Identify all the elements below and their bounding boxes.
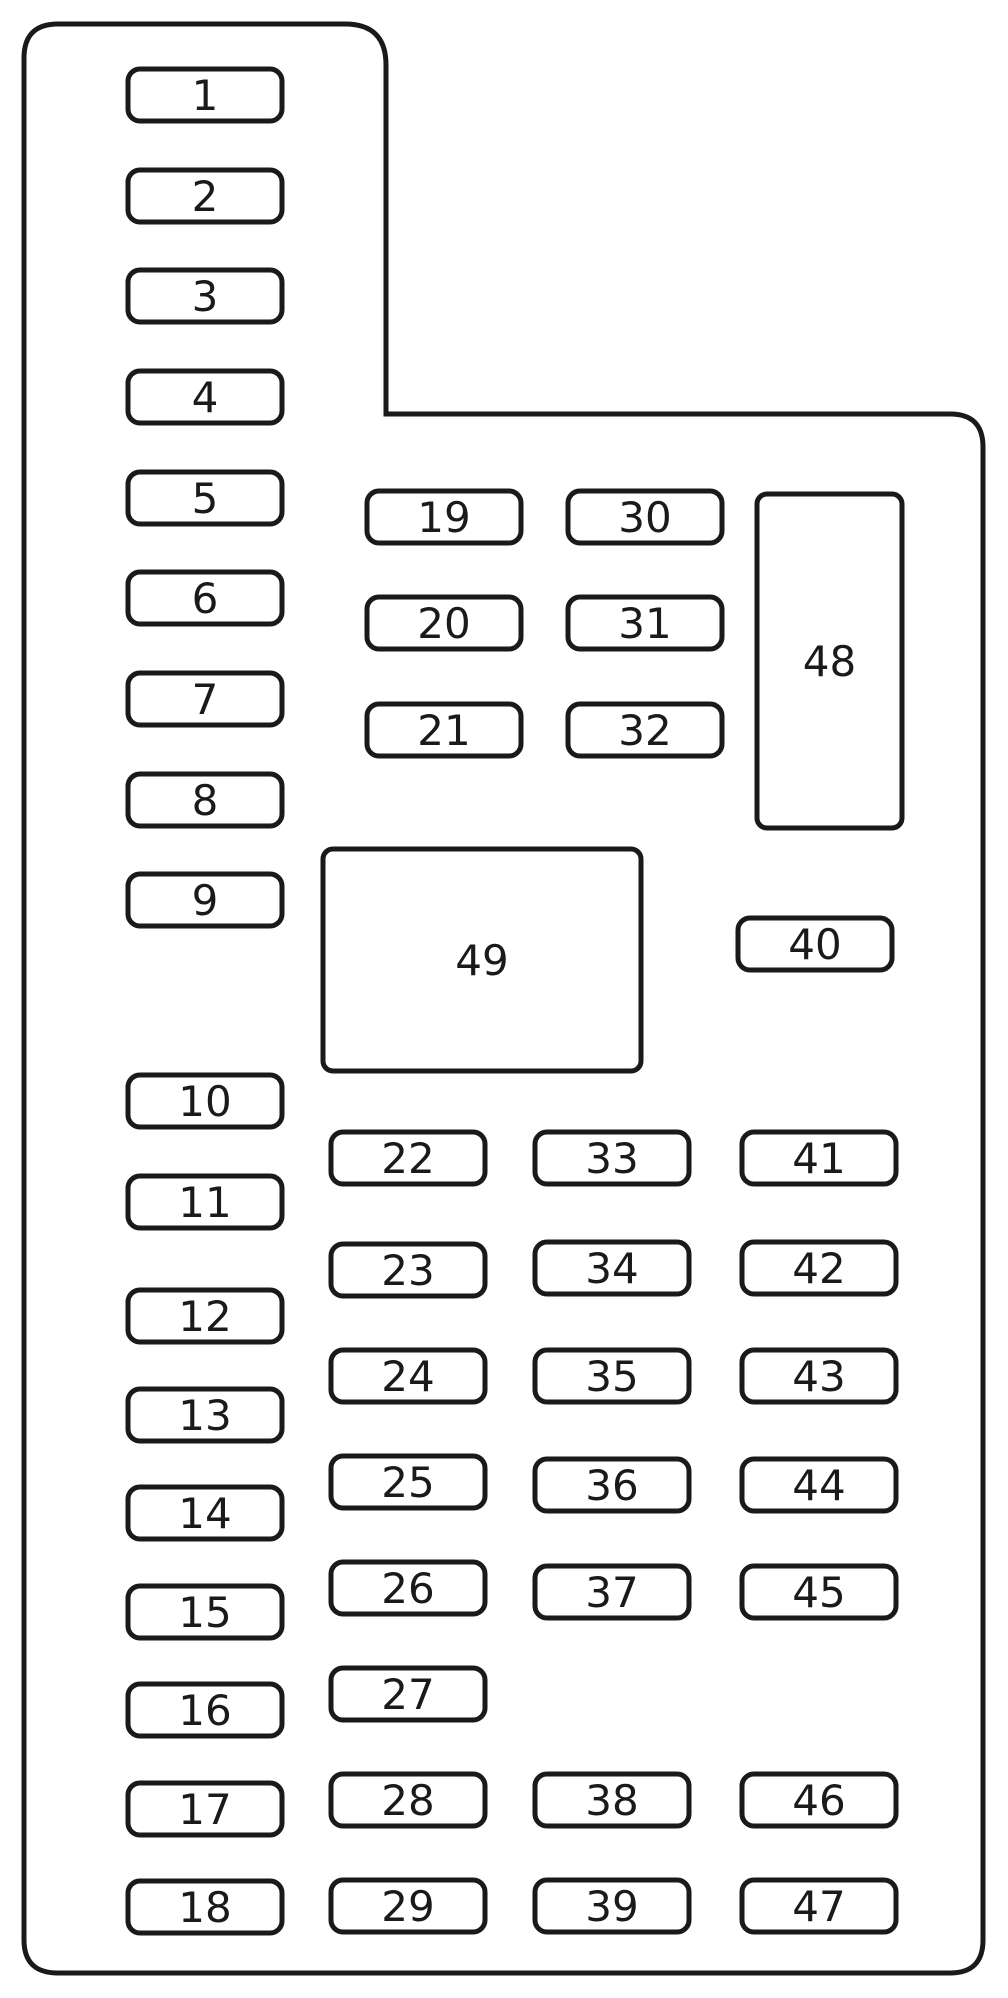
fuse-45 bbox=[742, 1566, 896, 1618]
fuse-15 bbox=[128, 1586, 282, 1638]
fuse-label-46: 46 bbox=[792, 1776, 846, 1825]
fuse-8 bbox=[128, 774, 282, 826]
fuse-14 bbox=[128, 1487, 282, 1539]
fuse-label-17: 17 bbox=[178, 1785, 232, 1834]
fuse-5 bbox=[128, 472, 282, 524]
fuse-label-41: 41 bbox=[792, 1134, 846, 1183]
fuse-label-9: 9 bbox=[191, 876, 219, 925]
fuse-41 bbox=[742, 1132, 896, 1184]
fuse-6 bbox=[128, 572, 282, 624]
fuse-label-20: 20 bbox=[417, 599, 471, 648]
fuse-label-24: 24 bbox=[381, 1352, 435, 1401]
fuse-37 bbox=[535, 1566, 689, 1618]
fuse-49 bbox=[323, 849, 641, 1071]
fuse-26 bbox=[331, 1562, 485, 1614]
fuse-label-4: 4 bbox=[191, 373, 219, 422]
fuse-label-33: 33 bbox=[585, 1134, 639, 1183]
fuse-46 bbox=[742, 1774, 896, 1826]
fuse-label-31: 31 bbox=[618, 599, 672, 648]
fuse-label-29: 29 bbox=[381, 1882, 435, 1931]
fuse-35 bbox=[535, 1350, 689, 1402]
fuse-39 bbox=[535, 1880, 689, 1932]
fuse-label-13: 13 bbox=[178, 1391, 232, 1440]
fuse-label-22: 22 bbox=[381, 1134, 435, 1183]
fuse-label-47: 47 bbox=[792, 1882, 846, 1931]
fuse-label-2: 2 bbox=[191, 172, 219, 221]
fuse-48 bbox=[757, 494, 902, 828]
fuse-label-34: 34 bbox=[585, 1244, 639, 1293]
fuse-17 bbox=[128, 1783, 282, 1835]
fuse-12 bbox=[128, 1290, 282, 1342]
fuse-label-8: 8 bbox=[191, 776, 219, 825]
fuse-47 bbox=[742, 1880, 896, 1932]
fuse-label-18: 18 bbox=[178, 1883, 232, 1932]
fuse-7 bbox=[128, 673, 282, 725]
fuse-13 bbox=[128, 1389, 282, 1441]
fuse-label-19: 19 bbox=[417, 493, 471, 542]
fuse-23 bbox=[331, 1244, 485, 1296]
fuse-20 bbox=[367, 597, 521, 649]
fuse-36 bbox=[535, 1459, 689, 1511]
fuse-22 bbox=[331, 1132, 485, 1184]
fuse-label-25: 25 bbox=[381, 1458, 435, 1507]
fuse-label-26: 26 bbox=[381, 1564, 435, 1613]
fuse-28 bbox=[331, 1774, 485, 1826]
fuse-38 bbox=[535, 1774, 689, 1826]
fuse-32 bbox=[568, 704, 722, 756]
fuse-label-7: 7 bbox=[191, 675, 219, 724]
fuse-label-45: 45 bbox=[792, 1568, 846, 1617]
fuse-33 bbox=[535, 1132, 689, 1184]
fuse-label-14: 14 bbox=[178, 1489, 232, 1538]
fuse-label-37: 37 bbox=[585, 1568, 639, 1617]
fuse-label-30: 30 bbox=[618, 493, 672, 542]
fuse-label-39: 39 bbox=[585, 1882, 639, 1931]
fuse-10 bbox=[128, 1075, 282, 1127]
fuse-29 bbox=[331, 1880, 485, 1932]
fuse-label-42: 42 bbox=[792, 1244, 846, 1293]
fuse-27 bbox=[331, 1668, 485, 1720]
fuse-40 bbox=[738, 918, 892, 970]
fuse-label-40: 40 bbox=[788, 920, 842, 969]
fuse-label-15: 15 bbox=[178, 1588, 232, 1637]
fuse-18 bbox=[128, 1881, 282, 1933]
fuse-label-5: 5 bbox=[191, 474, 219, 523]
fuse-24 bbox=[331, 1350, 485, 1402]
fuse-label-36: 36 bbox=[585, 1461, 639, 1510]
fuse-label-32: 32 bbox=[618, 706, 672, 755]
fuse-label-43: 43 bbox=[792, 1352, 846, 1401]
fuse-44 bbox=[742, 1459, 896, 1511]
fuse-label-48: 48 bbox=[802, 637, 857, 686]
fuse-label-10: 10 bbox=[178, 1077, 232, 1126]
fuse-11 bbox=[128, 1176, 282, 1228]
fuse-1 bbox=[128, 69, 282, 121]
fuse-label-3: 3 bbox=[191, 272, 219, 321]
fuse-16 bbox=[128, 1684, 282, 1736]
fuse-34 bbox=[535, 1242, 689, 1294]
fuse-4 bbox=[128, 371, 282, 423]
fuse-19 bbox=[367, 491, 521, 543]
fuse-30 bbox=[568, 491, 722, 543]
fuse-label-28: 28 bbox=[381, 1776, 435, 1825]
fuse-label-23: 23 bbox=[381, 1246, 435, 1295]
fuse-9 bbox=[128, 874, 282, 926]
fuse-label-12: 12 bbox=[178, 1292, 232, 1341]
fuse-label-11: 11 bbox=[178, 1178, 232, 1227]
fuse-3 bbox=[128, 270, 282, 322]
fuse-2 bbox=[128, 170, 282, 222]
fuse-label-44: 44 bbox=[792, 1461, 846, 1510]
fuse-label-1: 1 bbox=[191, 71, 219, 120]
fuse-label-6: 6 bbox=[191, 574, 219, 623]
fuse-label-16: 16 bbox=[178, 1686, 232, 1735]
fuse-label-27: 27 bbox=[381, 1670, 435, 1719]
fuse-25 bbox=[331, 1456, 485, 1508]
fuse-label-21: 21 bbox=[417, 706, 471, 755]
fuse-31 bbox=[568, 597, 722, 649]
fuse-42 bbox=[742, 1242, 896, 1294]
fuse-43 bbox=[742, 1350, 896, 1402]
fuse-21 bbox=[367, 704, 521, 756]
fuse-label-38: 38 bbox=[585, 1776, 639, 1825]
fuse-label-49: 49 bbox=[455, 936, 509, 985]
fuse-label-35: 35 bbox=[585, 1352, 639, 1401]
